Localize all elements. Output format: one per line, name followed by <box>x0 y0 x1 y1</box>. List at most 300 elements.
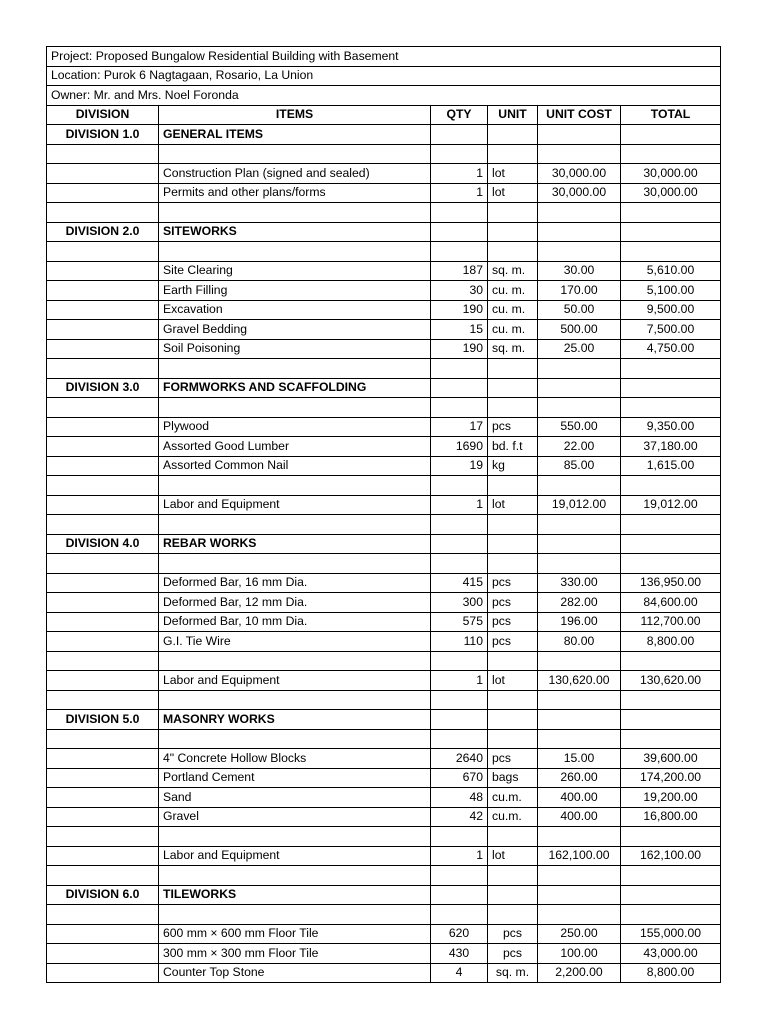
item-total: 155,000.00 <box>621 924 721 944</box>
unit-cost-cell <box>538 144 621 164</box>
division-cell <box>47 749 159 769</box>
division-cell <box>47 768 159 788</box>
unit-cost-cell <box>538 378 621 398</box>
division-cell <box>47 827 159 847</box>
item-name: Labor and Equipment <box>159 671 431 691</box>
location-label: Location: Purok 6 Nagtagaan, Rosario, La Union <box>47 66 721 86</box>
division-cell <box>47 261 159 281</box>
item-name: G.I. Tie Wire <box>159 632 431 652</box>
qty-cell <box>431 729 488 749</box>
unit-cost-cell <box>538 729 621 749</box>
item-qty: 48 <box>431 788 488 808</box>
item-name: Earth Filling <box>159 281 431 301</box>
line-item-row <box>47 632 721 652</box>
line-item-row <box>47 593 721 613</box>
item-unit-cost: 330.00 <box>538 573 621 593</box>
division-cell <box>47 164 159 184</box>
item-unit: pcs <box>488 417 538 437</box>
item-name: 300 mm × 300 mm Floor Tile <box>159 944 431 964</box>
line-item-row <box>47 749 721 769</box>
total-cell <box>621 242 721 262</box>
division-row <box>47 534 721 554</box>
item-unit-cost: 30,000.00 <box>538 183 621 203</box>
unit-cell <box>488 203 538 223</box>
item-unit: cu. m. <box>488 281 538 301</box>
item-unit: bags <box>488 768 538 788</box>
blank-row <box>47 651 721 671</box>
division-cell <box>47 554 159 574</box>
item-name: 4" Concrete Hollow Blocks <box>159 749 431 769</box>
item-total: 16,800.00 <box>621 807 721 827</box>
total-cell <box>621 534 721 554</box>
qty-cell <box>431 378 488 398</box>
item-cell <box>159 359 431 379</box>
item-total: 7,500.00 <box>621 320 721 340</box>
division-cell <box>47 671 159 691</box>
item-qty: 1 <box>431 671 488 691</box>
total-cell <box>621 144 721 164</box>
unit-cost-cell <box>538 651 621 671</box>
item-qty: 575 <box>431 612 488 632</box>
item-cell <box>159 144 431 164</box>
unit-cell <box>488 398 538 418</box>
total-cell <box>621 222 721 242</box>
division-row <box>47 885 721 905</box>
item-cell <box>159 827 431 847</box>
item-total: 19,012.00 <box>621 495 721 515</box>
unit-cost-cell <box>538 242 621 262</box>
item-qty: 110 <box>431 632 488 652</box>
division-cell <box>47 417 159 437</box>
item-unit: lot <box>488 183 538 203</box>
division-cell <box>47 359 159 379</box>
item-name: Gravel <box>159 807 431 827</box>
item-unit: pcs <box>488 573 538 593</box>
item-total: 130,620.00 <box>621 671 721 691</box>
qty-cell <box>431 125 488 145</box>
qty-cell <box>431 242 488 262</box>
division-label: DIVISION 5.0 <box>47 710 159 730</box>
item-total: 37,180.00 <box>621 437 721 457</box>
blank-row <box>47 398 721 418</box>
item-unit: pcs <box>488 944 538 964</box>
item-qty: 190 <box>431 339 488 359</box>
line-item-row <box>47 671 721 691</box>
item-unit-cost: 22.00 <box>538 437 621 457</box>
owner-label: Owner: Mr. and Mrs. Noel Foronda <box>47 86 721 106</box>
line-item-row <box>47 573 721 593</box>
unit-cost-cell <box>538 203 621 223</box>
item-unit: cu.m. <box>488 788 538 808</box>
column-header-row <box>47 105 721 125</box>
item-unit-cost: 282.00 <box>538 593 621 613</box>
item-unit-cost: 400.00 <box>538 788 621 808</box>
division-cell <box>47 729 159 749</box>
division-cell <box>47 320 159 340</box>
item-qty: 1 <box>431 164 488 184</box>
total-cell <box>621 554 721 574</box>
item-total: 39,600.00 <box>621 749 721 769</box>
unit-cost-cell <box>538 222 621 242</box>
line-item-row <box>47 612 721 632</box>
division-title: SITEWORKS <box>159 222 431 242</box>
line-item-row <box>47 924 721 944</box>
item-name: Site Clearing <box>159 261 431 281</box>
division-cell <box>47 593 159 613</box>
item-name: Plywood <box>159 417 431 437</box>
item-unit-cost: 15.00 <box>538 749 621 769</box>
unit-cost-cell <box>538 885 621 905</box>
item-unit-cost: 250.00 <box>538 924 621 944</box>
unit-cost-cell <box>538 827 621 847</box>
item-unit: lot <box>488 164 538 184</box>
item-total: 30,000.00 <box>621 164 721 184</box>
item-qty: 1 <box>431 495 488 515</box>
item-name: Assorted Common Nail <box>159 456 431 476</box>
unit-cell <box>488 729 538 749</box>
division-cell <box>47 456 159 476</box>
blank-row <box>47 905 721 925</box>
item-cell <box>159 554 431 574</box>
item-qty: 1690 <box>431 437 488 457</box>
division-cell <box>47 515 159 535</box>
division-cell <box>47 300 159 320</box>
division-cell <box>47 203 159 223</box>
qty-cell <box>431 476 488 496</box>
item-total: 5,100.00 <box>621 281 721 301</box>
division-row <box>47 710 721 730</box>
total-cell <box>621 729 721 749</box>
item-name: Labor and Equipment <box>159 495 431 515</box>
item-name: Construction Plan (signed and sealed) <box>159 164 431 184</box>
division-title: MASONRY WORKS <box>159 710 431 730</box>
total-cell <box>621 515 721 535</box>
item-total: 19,200.00 <box>621 788 721 808</box>
division-title: FORMWORKS AND SCAFFOLDING <box>159 378 431 398</box>
division-cell <box>47 905 159 925</box>
division-title: GENERAL ITEMS <box>159 125 431 145</box>
division-label: DIVISION 3.0 <box>47 378 159 398</box>
item-cell <box>159 651 431 671</box>
blank-row <box>47 476 721 496</box>
qty-cell <box>431 144 488 164</box>
item-unit-cost: 500.00 <box>538 320 621 340</box>
col-header-total: TOTAL <box>621 105 721 125</box>
line-item-row <box>47 963 721 983</box>
total-cell <box>621 476 721 496</box>
item-qty: 670 <box>431 768 488 788</box>
division-cell <box>47 437 159 457</box>
unit-cell <box>488 242 538 262</box>
project-label: Project: Proposed Bungalow Residential Building with Basement <box>47 47 721 67</box>
qty-cell <box>431 554 488 574</box>
item-unit-cost: 50.00 <box>538 300 621 320</box>
unit-cell <box>488 866 538 886</box>
item-unit-cost: 196.00 <box>538 612 621 632</box>
unit-cell <box>488 476 538 496</box>
item-qty: 187 <box>431 261 488 281</box>
total-cell <box>621 885 721 905</box>
division-cell <box>47 807 159 827</box>
division-cell <box>47 183 159 203</box>
item-total: 112,700.00 <box>621 612 721 632</box>
line-item-row <box>47 164 721 184</box>
project-row <box>47 47 721 67</box>
item-total: 136,950.00 <box>621 573 721 593</box>
line-item-row <box>47 281 721 301</box>
division-cell <box>47 398 159 418</box>
total-cell <box>621 203 721 223</box>
total-cell <box>621 866 721 886</box>
item-cell <box>159 866 431 886</box>
item-total: 8,800.00 <box>621 963 721 983</box>
item-unit: cu. m. <box>488 320 538 340</box>
col-header-qty: QTY <box>431 105 488 125</box>
item-unit-cost: 85.00 <box>538 456 621 476</box>
item-name: 600 mm × 600 mm Floor Tile <box>159 924 431 944</box>
line-item-row <box>47 320 721 340</box>
blank-row <box>47 242 721 262</box>
item-total: 5,610.00 <box>621 261 721 281</box>
division-row <box>47 378 721 398</box>
division-cell <box>47 144 159 164</box>
item-unit-cost: 162,100.00 <box>538 846 621 866</box>
total-cell <box>621 359 721 379</box>
blank-row <box>47 359 721 379</box>
line-item-row <box>47 846 721 866</box>
line-item-row <box>47 417 721 437</box>
item-qty: 19 <box>431 456 488 476</box>
item-unit: lot <box>488 846 538 866</box>
item-unit: pcs <box>488 749 538 769</box>
item-cell <box>159 729 431 749</box>
total-cell <box>621 378 721 398</box>
qty-cell <box>431 651 488 671</box>
line-item-row <box>47 944 721 964</box>
qty-cell <box>431 515 488 535</box>
item-unit-cost: 170.00 <box>538 281 621 301</box>
item-name: Deformed Bar, 16 mm Dia. <box>159 573 431 593</box>
division-label: DIVISION 1.0 <box>47 125 159 145</box>
item-unit: pcs <box>488 593 538 613</box>
item-total: 84,600.00 <box>621 593 721 613</box>
item-unit: sq. m. <box>488 963 538 983</box>
item-unit-cost: 100.00 <box>538 944 621 964</box>
unit-cell <box>488 359 538 379</box>
division-cell <box>47 924 159 944</box>
qty-cell <box>431 905 488 925</box>
qty-cell <box>431 534 488 554</box>
item-unit-cost: 130,620.00 <box>538 671 621 691</box>
unit-cost-cell <box>538 690 621 710</box>
item-cell <box>159 515 431 535</box>
item-qty: 1 <box>431 183 488 203</box>
item-unit-cost: 19,012.00 <box>538 495 621 515</box>
item-total: 162,100.00 <box>621 846 721 866</box>
total-cell <box>621 651 721 671</box>
division-cell <box>47 651 159 671</box>
unit-cell <box>488 554 538 574</box>
item-unit-cost: 80.00 <box>538 632 621 652</box>
division-cell <box>47 281 159 301</box>
qty-cell <box>431 398 488 418</box>
item-name: Deformed Bar, 10 mm Dia. <box>159 612 431 632</box>
qty-cell <box>431 222 488 242</box>
item-qty: 15 <box>431 320 488 340</box>
unit-cost-cell <box>538 554 621 574</box>
division-cell <box>47 963 159 983</box>
blank-row <box>47 827 721 847</box>
owner-row <box>47 86 721 106</box>
item-unit: sq. m. <box>488 261 538 281</box>
item-unit: pcs <box>488 632 538 652</box>
qty-cell <box>431 690 488 710</box>
line-item-row <box>47 495 721 515</box>
division-label: DIVISION 2.0 <box>47 222 159 242</box>
unit-cell <box>488 144 538 164</box>
item-qty: 30 <box>431 281 488 301</box>
division-cell <box>47 866 159 886</box>
line-item-row <box>47 807 721 827</box>
division-cell <box>47 612 159 632</box>
item-unit-cost: 260.00 <box>538 768 621 788</box>
item-qty: 1 <box>431 846 488 866</box>
unit-cost-cell <box>538 125 621 145</box>
unit-cost-cell <box>538 359 621 379</box>
col-header-unit: UNIT <box>488 105 538 125</box>
item-cell <box>159 476 431 496</box>
item-unit: pcs <box>488 924 538 944</box>
unit-cost-cell <box>538 905 621 925</box>
item-total: 1,615.00 <box>621 456 721 476</box>
unit-cell <box>488 651 538 671</box>
division-cell <box>47 944 159 964</box>
item-unit: lot <box>488 671 538 691</box>
qty-cell <box>431 827 488 847</box>
qty-cell <box>431 710 488 730</box>
item-cell <box>159 905 431 925</box>
item-unit-cost: 30.00 <box>538 261 621 281</box>
item-name: Permits and other plans/forms <box>159 183 431 203</box>
unit-cost-cell <box>538 515 621 535</box>
item-unit: pcs <box>488 612 538 632</box>
item-total: 9,500.00 <box>621 300 721 320</box>
unit-cell <box>488 534 538 554</box>
division-row <box>47 222 721 242</box>
line-item-row <box>47 300 721 320</box>
unit-cell <box>488 710 538 730</box>
total-cell <box>621 690 721 710</box>
division-cell <box>47 339 159 359</box>
item-cell <box>159 398 431 418</box>
item-name: Soil Poisoning <box>159 339 431 359</box>
item-unit: lot <box>488 495 538 515</box>
blank-row <box>47 203 721 223</box>
division-cell <box>47 573 159 593</box>
item-unit-cost: 30,000.00 <box>538 164 621 184</box>
item-unit-cost: 550.00 <box>538 417 621 437</box>
item-name: Deformed Bar, 12 mm Dia. <box>159 593 431 613</box>
item-qty: 430 <box>431 944 488 964</box>
line-item-row <box>47 788 721 808</box>
line-item-row <box>47 437 721 457</box>
item-total: 9,350.00 <box>621 417 721 437</box>
division-cell <box>47 476 159 496</box>
unit-cell <box>488 905 538 925</box>
item-total: 4,750.00 <box>621 339 721 359</box>
unit-cost-cell <box>538 710 621 730</box>
item-total: 8,800.00 <box>621 632 721 652</box>
item-cell <box>159 690 431 710</box>
division-cell <box>47 242 159 262</box>
item-total: 174,200.00 <box>621 768 721 788</box>
unit-cost-cell <box>538 866 621 886</box>
line-item-row <box>47 261 721 281</box>
total-cell <box>621 125 721 145</box>
qty-cell <box>431 203 488 223</box>
item-qty: 4 <box>431 963 488 983</box>
unit-cell <box>488 378 538 398</box>
total-cell <box>621 827 721 847</box>
col-header-items: ITEMS <box>159 105 431 125</box>
item-unit: cu.m. <box>488 807 538 827</box>
item-cell <box>159 242 431 262</box>
item-unit: bd. f.t <box>488 437 538 457</box>
item-qty: 17 <box>431 417 488 437</box>
location-row <box>47 66 721 86</box>
item-cell <box>159 203 431 223</box>
item-unit-cost: 400.00 <box>538 807 621 827</box>
item-qty: 2640 <box>431 749 488 769</box>
line-item-row <box>47 768 721 788</box>
total-cell <box>621 905 721 925</box>
item-name: Counter Top Stone <box>159 963 431 983</box>
unit-cell <box>488 125 538 145</box>
item-qty: 190 <box>431 300 488 320</box>
division-label: DIVISION 4.0 <box>47 534 159 554</box>
division-cell <box>47 632 159 652</box>
unit-cell <box>488 690 538 710</box>
item-unit-cost: 2,200.00 <box>538 963 621 983</box>
line-item-row <box>47 339 721 359</box>
blank-row <box>47 554 721 574</box>
item-total: 30,000.00 <box>621 183 721 203</box>
division-title: TILEWORKS <box>159 885 431 905</box>
unit-cost-cell <box>538 476 621 496</box>
blank-row <box>47 515 721 535</box>
item-name: Gravel Bedding <box>159 320 431 340</box>
unit-cell <box>488 222 538 242</box>
division-row <box>47 125 721 145</box>
blank-row <box>47 144 721 164</box>
qty-cell <box>431 866 488 886</box>
division-cell <box>47 495 159 515</box>
item-qty: 300 <box>431 593 488 613</box>
item-unit-cost: 25.00 <box>538 339 621 359</box>
item-name: Excavation <box>159 300 431 320</box>
item-unit: cu. m. <box>488 300 538 320</box>
col-header-unit-cost: UNIT COST <box>538 105 621 125</box>
blank-row <box>47 729 721 749</box>
division-label: DIVISION 6.0 <box>47 885 159 905</box>
unit-cell <box>488 827 538 847</box>
item-name: Sand <box>159 788 431 808</box>
line-item-row <box>47 183 721 203</box>
item-qty: 415 <box>431 573 488 593</box>
division-cell <box>47 788 159 808</box>
item-qty: 42 <box>431 807 488 827</box>
total-cell <box>621 398 721 418</box>
